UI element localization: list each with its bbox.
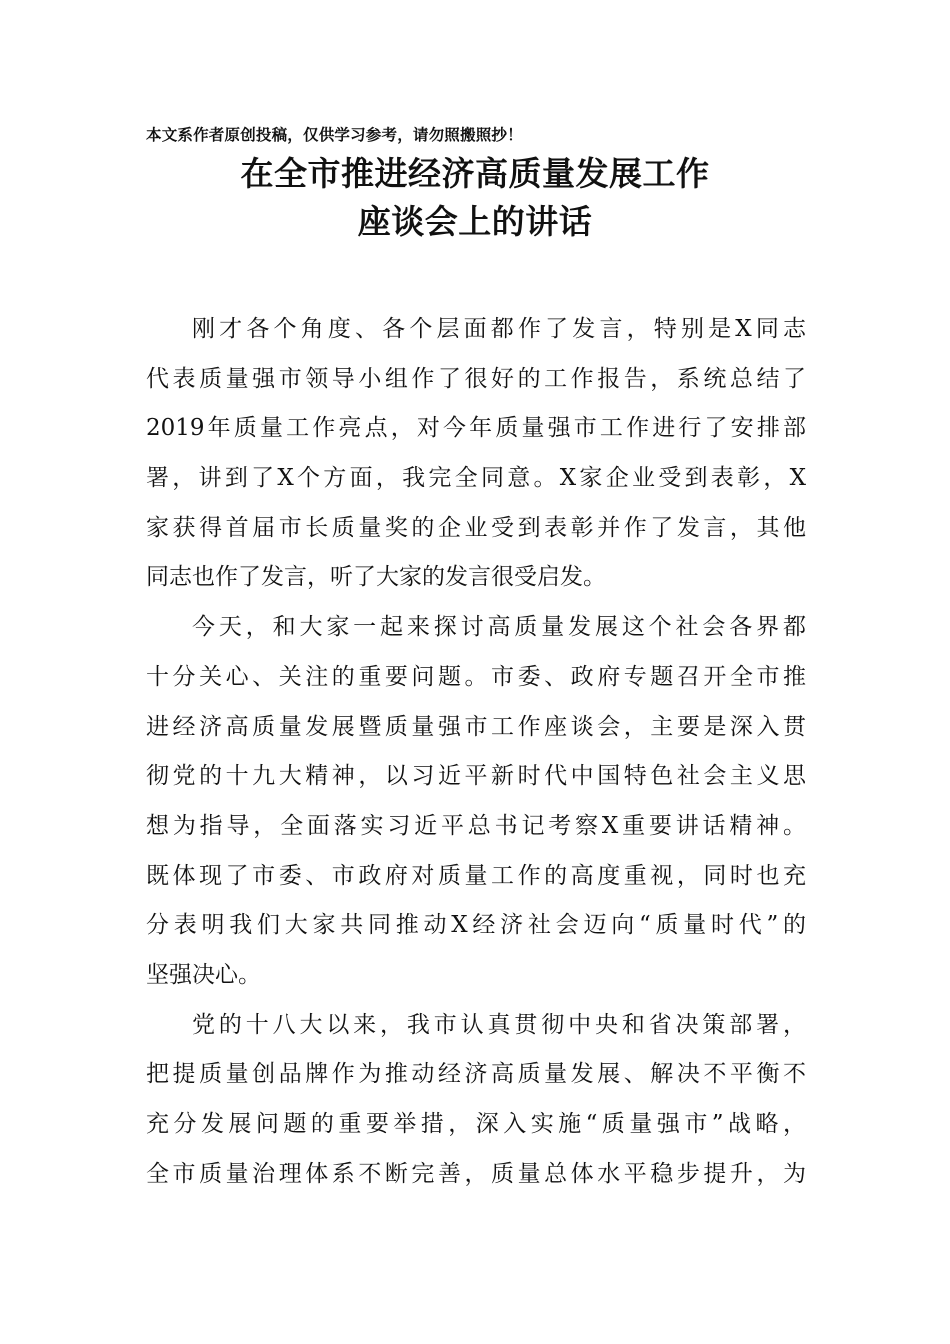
text-line: 今天，和大家一起来探讨高质量发展这个社会各界都 — [192, 614, 806, 641]
title-line-1: 在全市推进经济高质量发展工作 — [240, 154, 710, 193]
text-line: 同志也作了发言，听了大家的发言很受启发。 — [146, 564, 606, 591]
text-line: 把提质量创品牌作为推动经济高质量发展、解决不平衡不 — [146, 1061, 806, 1088]
text-line: 想为指导，全面落实习近平总书记考察X重要讲话精神。 — [146, 812, 806, 839]
text-line: 2019年质量工作亮点，对今年质量强市工作进行了安排部 — [146, 415, 806, 442]
text-line: 刚才各个角度、各个层面都作了发言，特别是X同志 — [192, 316, 806, 342]
text-line: 分表明我们大家共同推动X经济社会迈向“质量时代”的 — [146, 912, 806, 939]
text-line: 全市质量治理体系不断完善，质量总体水平稳步提升，为 — [146, 1160, 806, 1187]
text-line: 充分发展问题的重要举措，深入实施“质量强市”战略， — [146, 1111, 806, 1137]
text-line: 代表质量强市领导小组作了很好的工作报告，系统总结了 — [146, 365, 806, 392]
paragraph-3 — [146, 1001, 806, 1200]
text-line: 署，讲到了X个方面，我完全同意。X家企业受到表彰，X — [146, 465, 806, 492]
paragraph-1 — [146, 305, 806, 603]
document-body — [146, 305, 806, 1199]
text-line: 家获得首届市长质量奖的企业受到表彰并作了发言，其他 — [146, 514, 806, 541]
text-line: 党的十八大以来，我市认真贯彻中央和省决策部署， — [192, 1011, 806, 1038]
title-line-2: 座谈会上的讲话 — [357, 202, 593, 241]
text-line: 既体现了市委、市政府对质量工作的高度重视，同时也充 — [146, 862, 806, 889]
text-line: 彻党的十九大精神，以习近平新时代中国特色社会主义思 — [146, 763, 806, 790]
copyright-notice: 本文系作者原创投稿，仅供学习参考，请勿照搬照抄！ — [146, 125, 523, 144]
text-line: 十分关心、关注的重要问题。市委、政府专题召开全市推 — [146, 663, 806, 690]
paragraph-2 — [146, 603, 806, 1001]
text-line: 进经济高质量发展暨质量强市工作座谈会，主要是深入贯 — [146, 713, 806, 740]
text-line: 坚强决心。 — [146, 961, 261, 988]
